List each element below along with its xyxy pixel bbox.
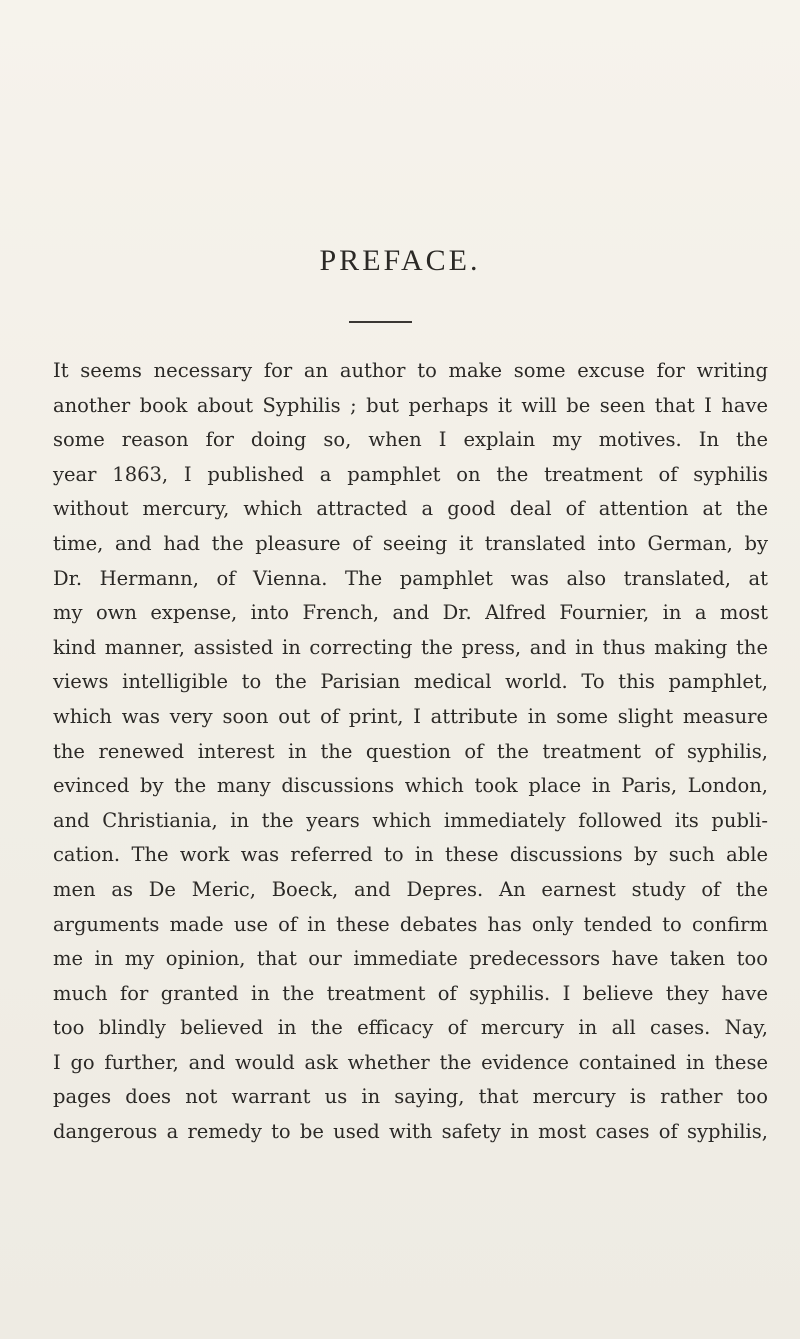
text-line: the renewed interest in the question of the treatment of syphilis, xyxy=(53,739,768,763)
text-line: time, and had the pleasure of seeing it translated into German, by xyxy=(53,531,768,555)
text-line: views intelligible to the Parisian medical world. To this pamphlet, xyxy=(53,670,768,694)
text-line: cation. The work was referred to in these discussions by such able xyxy=(53,843,768,867)
text-line: another book about Syphilis ; but perhaps it will be seen that I have xyxy=(53,393,768,417)
text-line: year 1863, I published a pamphlet on the treatment of syphilis xyxy=(53,462,768,486)
text-line: which was very soon out of print, I attribute in some slight measure xyxy=(53,704,768,728)
text-line: without mercury, which attracted a good deal of attention at the xyxy=(53,497,768,521)
text-line: It seems necessary for an author to make some excuse for writing xyxy=(53,359,768,382)
text-line: some reason for doing so, when I explain my motives. In the xyxy=(53,428,768,452)
text-line: much for granted in the treatment of syphilis. I believe they have xyxy=(53,981,768,1005)
text-line: my own expense, into French, and Dr. Alfred Fournier, in a most xyxy=(53,601,768,625)
preface-body xyxy=(53,354,768,1150)
text-line: dangerous a remedy to be used with safety in most cases of syphilis, xyxy=(53,1120,768,1144)
text-line: pages does not warrant us in saying, that mercury is rather too xyxy=(53,1085,768,1109)
text-line: and Christiania, in the years which immediately followed its publi- xyxy=(53,808,768,832)
text-line: I go further, and would ask whether the evidence contained in these xyxy=(53,1050,768,1074)
text-line: arguments made use of in these debates has only tended to confirm xyxy=(53,912,768,936)
text-line: Dr. Hermann, of Vienna. The pamphlet was also translated, at xyxy=(53,566,768,590)
text-line: men as De Meric, Boeck, and Depres. An earnest study of the xyxy=(53,877,768,901)
title-rule xyxy=(349,321,412,323)
text-line: kind manner, assisted in correcting the press, and in thus making the xyxy=(53,635,768,659)
text-line: too blindly believed in the efficacy of mercury in all cases. Nay, xyxy=(53,1016,768,1040)
text-line: me in my opinion, that our immediate predecessors have taken too xyxy=(53,947,768,971)
text-line: evinced by the many discussions which took place in Paris, London, xyxy=(53,774,768,798)
page-title: PREFACE. xyxy=(319,244,481,277)
